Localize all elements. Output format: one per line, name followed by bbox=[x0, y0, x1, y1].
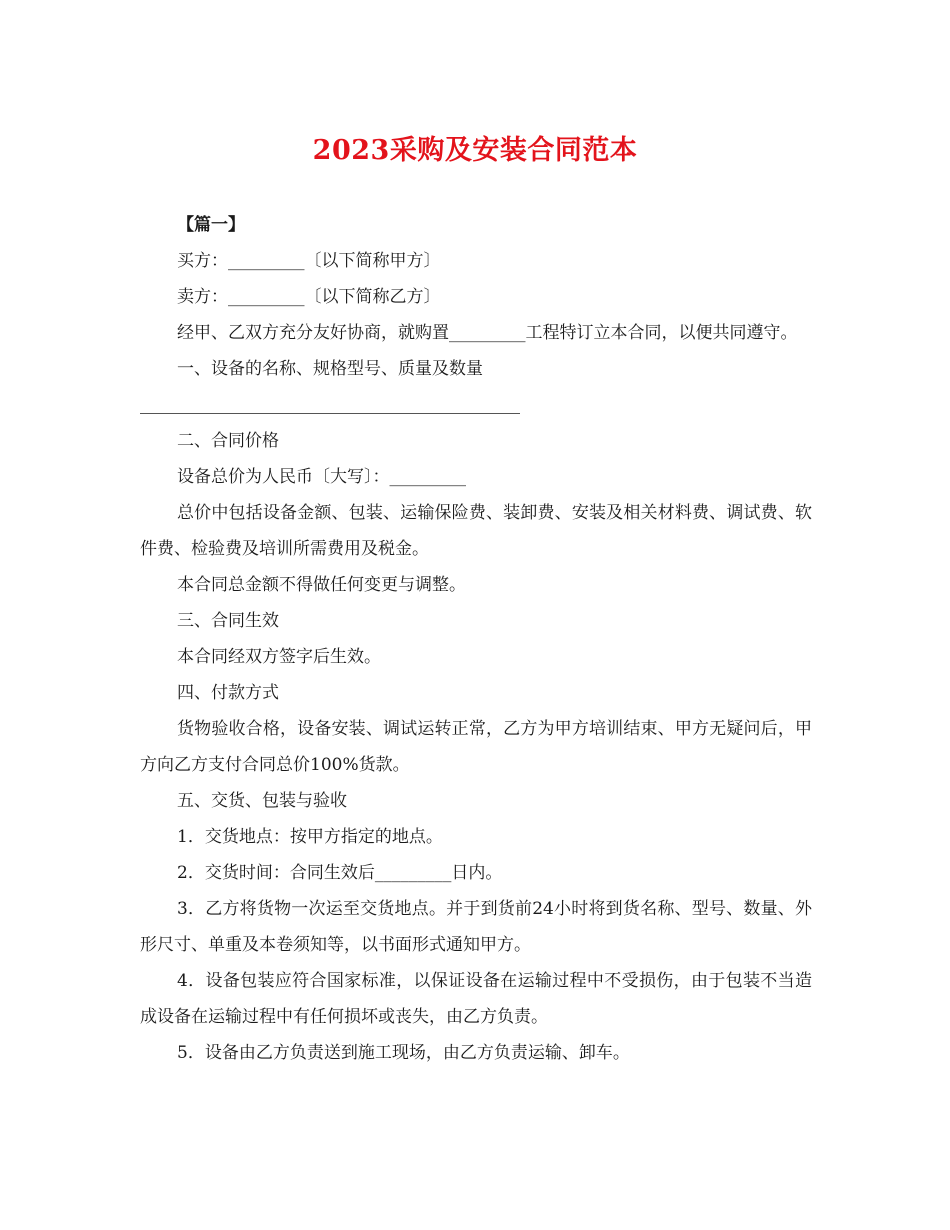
clause-3-heading: 三、合同生效 bbox=[177, 611, 279, 631]
effective-paragraph: 本合同经双方签字后生效。 bbox=[177, 647, 381, 667]
payment-paragraph: 货物验收合格，设备安装、调试运转正常，乙方为甲方培训结束、甲方无疑问后，甲方向乙方支付合同总价100%货款。 bbox=[140, 719, 812, 775]
no-change-paragraph: 本合同总金额不得做任何变更与调整。 bbox=[177, 575, 466, 595]
delivery-item-3: 3．乙方将货物一次运至交货地点。并于到货前24小时将到货名称、型号、数量、外形尺寸、单重及本卷须知等，以书面形式通知甲方。 bbox=[140, 899, 812, 955]
document-body bbox=[140, 207, 812, 1071]
delivery-item-4: 4．设备包装应符合国家标准，以保证设备在运输过程中不受损伤，由于包装不当造成设备在运输过程中有任何损坏或丧失，由乙方负责。 bbox=[140, 971, 812, 1027]
clause-4-heading: 四、付款方式 bbox=[177, 683, 279, 703]
delivery-item-2: 2．交货时间：合同生效后_________日内。 bbox=[177, 863, 503, 883]
delivery-item-1: 1．交货地点：按甲方指定的地点。 bbox=[177, 827, 443, 847]
buyer-line: 买方：_________〔以下简称甲方〕 bbox=[177, 251, 441, 271]
preamble-paragraph: 经甲、乙双方充分友好协商，就购置_________工程特订立本合同，以便共同遵守。 bbox=[177, 323, 798, 343]
total-price-line: 设备总价为人民币〔大写〕：_________ bbox=[177, 467, 466, 487]
delivery-item-5: 5．设备由乙方负责送到施工现场，由乙方负责运输、卸车。 bbox=[177, 1043, 630, 1063]
seller-line: 卖方：_________〔以下简称乙方〕 bbox=[177, 287, 441, 307]
clause-1-heading: 一、设备的名称、规格型号、质量及数量 bbox=[177, 359, 483, 379]
price-includes-paragraph: 总价中包括设备金额、包装、运输保险费、装卸费、安装及相关材料费、调试费、软件费、检验费及培训所需费用及税金。 bbox=[140, 503, 812, 559]
clause-2-heading: 二、合同价格 bbox=[177, 431, 279, 451]
section-label: 【篇一】 bbox=[177, 215, 245, 235]
blank-fill-line bbox=[140, 387, 812, 423]
document-title: 2023采购及安装合同范本 bbox=[312, 135, 638, 166]
clause-5-heading: 五、交货、包装与验收 bbox=[177, 791, 347, 811]
